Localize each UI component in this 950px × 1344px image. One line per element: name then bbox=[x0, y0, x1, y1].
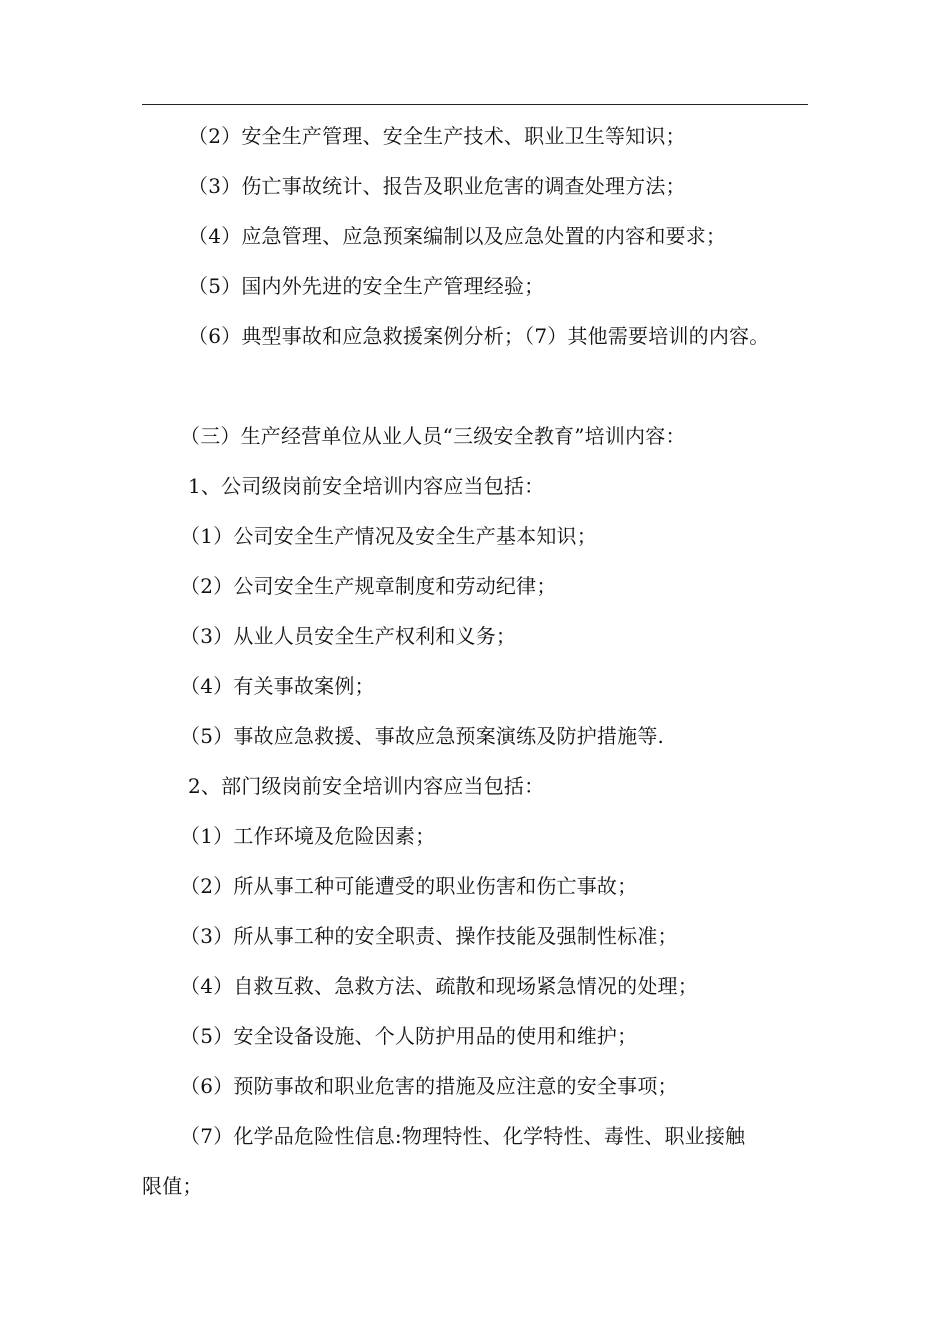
text-line: （2）安全生产管理、安全生产技术、职业卫生等知识； bbox=[188, 124, 686, 148]
section-heading: （三）生产经营单位从业人员“三级安全教育”培训内容： bbox=[180, 424, 686, 448]
text-line: （2）公司安全生产规章制度和劳动纪律； bbox=[180, 574, 557, 598]
text-line: （6）预防事故和职业危害的措施及应注意的安全事项； bbox=[180, 1074, 678, 1098]
text-line: （7）化学品危险性信息:物理特性、化学特性、毒性、职业接触 bbox=[180, 1124, 746, 1148]
text-line: （5）安全设备设施、个人防护用品的使用和维护； bbox=[180, 1024, 638, 1048]
text-line: （3）从业人员安全生产权利和义务； bbox=[180, 624, 517, 648]
text-line: （4）自救互救、急救方法、疏散和现场紧急情况的处理； bbox=[180, 974, 698, 998]
subsection-heading: 1、公司级岗前安全培训内容应当包括： bbox=[188, 474, 545, 498]
text-line: （6）典型事故和应急救援案例分析；（7）其他需要培训的内容。 bbox=[188, 324, 770, 348]
text-line: （5）事故应急救援、事故应急预案演练及防护措施等. bbox=[180, 724, 665, 748]
text-line: （1）公司安全生产情况及安全生产基本知识； bbox=[180, 524, 597, 548]
text-line: （3）伤亡事故统计、报告及职业危害的调查处理方法； bbox=[188, 174, 686, 198]
text-line: （1）工作环境及危险因素； bbox=[180, 824, 436, 848]
text-line: （4）应急管理、应急预案编制以及应急处置的内容和要求； bbox=[188, 224, 727, 248]
text-line: （4）有关事故案例； bbox=[180, 674, 375, 698]
header-rule bbox=[142, 104, 808, 105]
text-line: （3）所从事工种的安全职责、操作技能及强制性标准； bbox=[180, 924, 678, 948]
text-line: （2）所从事工种可能遭受的职业伤害和伤亡事故； bbox=[180, 874, 638, 898]
text-line-continuation: 限值； bbox=[142, 1174, 203, 1198]
text-line: （5）国内外先进的安全生产管理经验； bbox=[188, 274, 545, 298]
subsection-heading: 2、部门级岗前安全培训内容应当包括： bbox=[188, 774, 545, 798]
